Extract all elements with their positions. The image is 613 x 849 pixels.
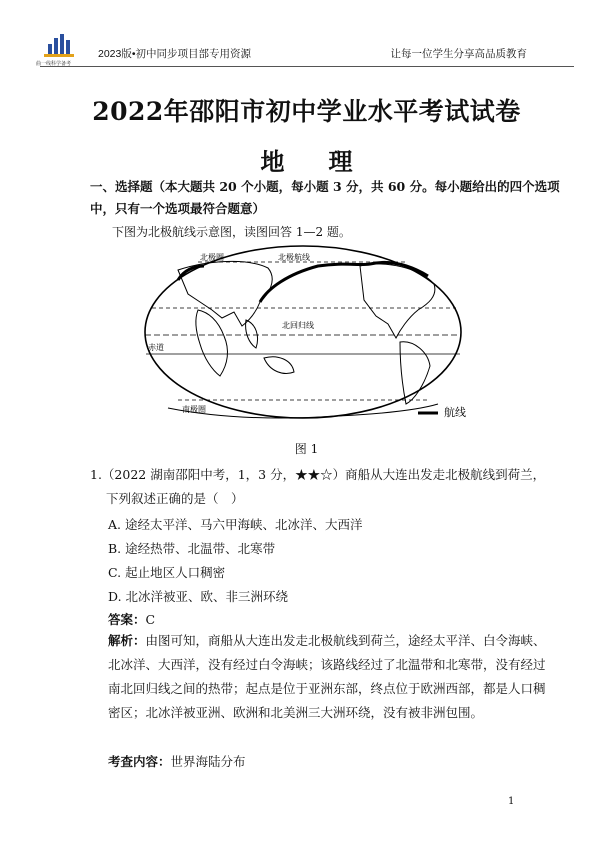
subject-char-2: 理 xyxy=(328,147,353,176)
question-line-1: 1.（2022 湖南邵阳中考，1，3 分，★★☆）商船从大连出发走北极航线到荷兰， xyxy=(90,467,546,482)
analysis xyxy=(108,629,553,725)
label-arctic-circle: 北极圈 xyxy=(200,253,224,262)
header-left: 2023版•初中同步项目部专用资源 xyxy=(98,48,252,60)
header-divider xyxy=(40,66,574,67)
label-antarctic-circle: 南极圈 xyxy=(182,405,206,414)
option-a: A. 途经太平洋、马六甲海峡、北冰洋、大西洋 xyxy=(108,517,363,532)
knowledge-label: 考查内容： xyxy=(108,754,171,769)
arctic-route-map xyxy=(138,240,476,430)
label-equator: 赤道 xyxy=(148,343,164,352)
question-line-2: 下列叙述正确的是（ ） xyxy=(106,491,244,506)
analysis-text: 由图可知，商船从大连出发走北极航线到荷兰，途经太平洋、白令海峡、北冰洋、大西洋，没有经过白令海峡；该路线经过了北温带和北寒带，没有经过南北回归线之间的热带；起点是位于亚洲东部，终点位于欧洲西部，都是人口稠密区；北冰洋被亚洲、欧洲和北美洲三大洲环绕，没有被非洲包围。 xyxy=(108,633,546,720)
header-right: 让每一位学生分享高品质教育 xyxy=(390,48,527,60)
knowledge-point xyxy=(108,752,246,770)
label-arctic-route: 北极航线 xyxy=(278,253,310,262)
question-stem xyxy=(90,463,560,511)
analysis-label: 解析： xyxy=(108,633,146,648)
section-heading: 一、选择题（本大题共 20 个小题，每小题 3 分，共 60 分。每小题给出的四个选项中，只有一个选项最符合题意） xyxy=(90,179,560,216)
subject-title xyxy=(0,142,613,177)
publisher-logo xyxy=(40,30,80,60)
option-b: B. 途经热带、北温带、北寒带 xyxy=(108,541,276,556)
label-tropic-cancer: 北回归线 xyxy=(282,321,314,330)
intro-text: 下图为北极航线示意图，读图回答 1—2 题。 xyxy=(112,225,351,239)
logo-text: 曲一线科学备考 xyxy=(36,61,72,67)
figure-caption: 图 1 xyxy=(294,442,319,456)
option-d: D. 北冰洋被亚、欧、非三洲环绕 xyxy=(108,589,289,604)
answer-value: C xyxy=(145,612,156,627)
option-c: C. 起止地区人口稠密 xyxy=(108,565,226,580)
label-route-legend: 航线 xyxy=(444,407,466,419)
subject-char-1: 地 xyxy=(260,147,285,176)
page-title: 2022年邵阳市初中学业水平考试试卷 xyxy=(92,97,521,126)
answer-label: 答案： xyxy=(108,612,146,627)
answer xyxy=(108,610,155,628)
page-number: 1 xyxy=(508,796,515,807)
knowledge-value: 世界海陆分布 xyxy=(170,754,246,769)
